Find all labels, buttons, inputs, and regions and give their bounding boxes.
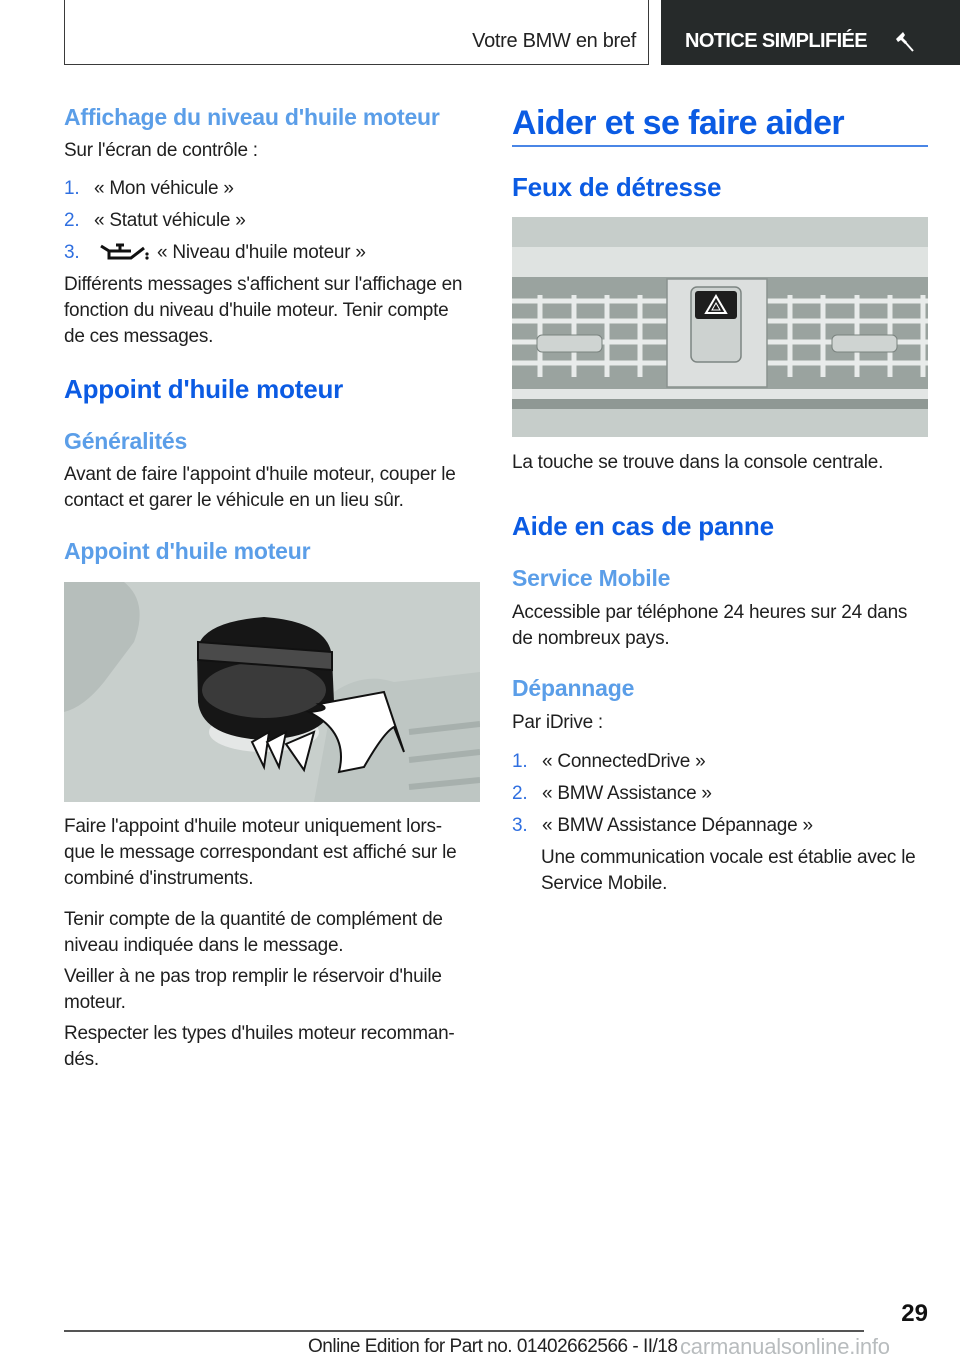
roadside-result: Une communication vocale est établie avec le Service Mobile. — [541, 847, 916, 894]
breakdown-heading: Aide en cas de panne — [512, 511, 774, 541]
oil-display-heading: Affichage du niveau d'huile moteur — [64, 104, 440, 130]
section-header-box — [64, 0, 649, 65]
hazard-heading: Feux de détresse — [512, 172, 722, 202]
hazard-caption: La touche se trouve dans la console centrale. — [512, 452, 884, 473]
oil-can-icon — [99, 242, 151, 260]
list-item: 3. « BMW Assistance Dépannage » — [512, 815, 813, 836]
oil-filler-cap-illustration — [64, 582, 480, 802]
mobile-service-heading: Service Mobile — [512, 565, 671, 591]
page-number: 29 — [901, 1300, 928, 1327]
section-label: Votre BMW en bref — [472, 30, 636, 52]
chapter-label: NOTICE SIMPLIFIÉE — [685, 30, 868, 52]
oil-topup-heading: Appoint d'huile moteur — [64, 374, 344, 404]
procedure-paragraph-2: Tenir compte de la quantité de complément de niveau indiquée dans le message. — [64, 909, 443, 956]
roadside-intro: Par iDrive : — [512, 712, 603, 733]
oil-display-paragraph: Différents messages s'affichent sur l'affichage en fonction du niveau d'huile moteur. Tenir compte de ces messages. — [64, 274, 463, 347]
watermark: carmanualsonline.info — [680, 1334, 890, 1359]
pin-icon — [894, 30, 916, 52]
list-item: 2. « Statut véhicule » — [64, 210, 246, 231]
oil-display-intro: Sur l'écran de contrôle : — [64, 140, 258, 161]
list-item: 3. « Niveau d'huile moteur » — [64, 242, 366, 263]
hazard-button-illustration — [512, 217, 928, 437]
procedure-paragraph-1: Faire l'appoint d'huile moteur uniquement lors- que le message correspondant est affiché sur le combiné d'instruments. — [64, 816, 457, 889]
general-paragraph: Avant de faire l'appoint d'huile moteur, couper le contact et garer le véhicule en un lieu sûr. — [64, 464, 456, 511]
chapter-title-rule — [512, 145, 928, 147]
roadside-heading: Dépannage — [512, 675, 635, 701]
mobile-service-paragraph: Accessible par téléphone 24 heures sur 24 dans de nombreux pays. — [512, 602, 908, 649]
procedure-paragraph-3: Veiller à ne pas trop remplir le réservoir d'huile moteur. — [64, 966, 442, 1013]
edition-text: Online Edition for Part no. 01402662566 - II/18 — [308, 1336, 678, 1357]
chapter-title: Aider et se faire aider — [512, 104, 845, 142]
chapter-header-box — [661, 0, 960, 65]
footer-rule — [64, 1330, 864, 1332]
list-item: 1. « ConnectedDrive » — [512, 751, 706, 772]
list-item: 2. « BMW Assistance » — [512, 783, 712, 804]
procedure-paragraph-4: Respecter les types d'huiles moteur recomman- dés. — [64, 1023, 455, 1070]
general-heading: Généralités — [64, 428, 188, 454]
procedure-heading: Appoint d'huile moteur — [64, 538, 311, 564]
list-item: 1. « Mon véhicule » — [64, 178, 234, 199]
